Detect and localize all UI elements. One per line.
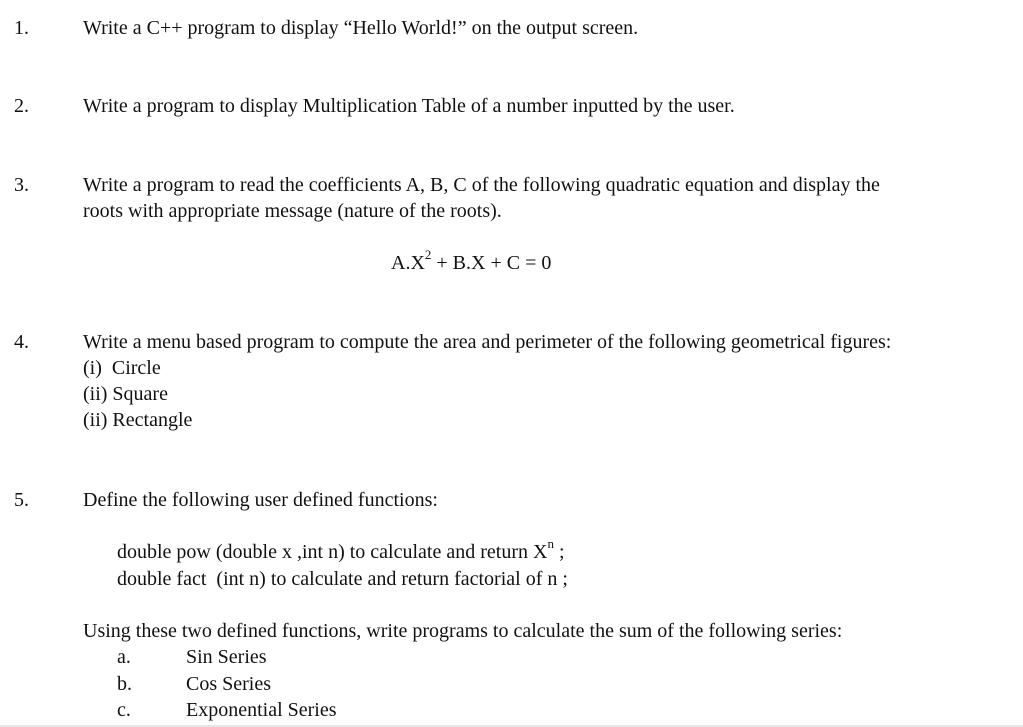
series-name: Sin Series [186, 646, 267, 668]
question-4-number: 4. [14, 331, 29, 353]
equation-rest: + B.X + C = 0 [431, 252, 552, 274]
series-letter: a. [117, 646, 131, 668]
question-3-line-2: roots with appropriate message (nature of the roots). [83, 200, 502, 222]
function-pow-exponent: n [547, 536, 554, 552]
quadratic-equation [391, 247, 552, 276]
series-name: Cos Series [186, 673, 271, 695]
question-1-number: 1. [14, 17, 29, 39]
function-pow-end: ; [553, 541, 565, 563]
equation-exponent: 2 [424, 247, 432, 263]
question-3-line-1: Write a program to read the coefficients A, B, C of the following quadratic equation and display the [83, 174, 880, 196]
option-circle: (i) Circle [83, 357, 161, 379]
series-name: Exponential Series [186, 699, 337, 721]
question-4-block [83, 329, 1013, 433]
question-4-text: Write a menu based program to compute the area and perimeter of the following geometrical figures: [83, 331, 892, 353]
question-3-number: 3. [14, 174, 29, 196]
question-5-using: Using these two defined functions, write programs to calculate the sum of the following series: [83, 620, 843, 642]
equation-term-a: A.X [391, 252, 425, 274]
option-rectangle: (ii) Rectangle [83, 409, 193, 431]
question-2-text: Write a program to display Multiplication Table of a number inputted by the user. [83, 95, 735, 117]
series-letter: b. [117, 673, 132, 695]
question-2-number: 2. [14, 95, 29, 117]
function-pow-text: double pow (double x ,int n) to calculate and return X [117, 541, 548, 563]
function-pow [117, 536, 565, 565]
question-3-text [83, 172, 1013, 224]
question-5-number: 5. [14, 489, 29, 511]
option-square: (ii) Square [83, 383, 168, 405]
question-1-text: Write a C++ program to display “Hello World!” on the output screen. [83, 17, 639, 39]
series-letter: c. [117, 699, 131, 721]
function-fact: double fact (int n) to calculate and return factorial of n ; [117, 568, 568, 590]
question-5-intro: Define the following user defined functions: [83, 489, 438, 511]
